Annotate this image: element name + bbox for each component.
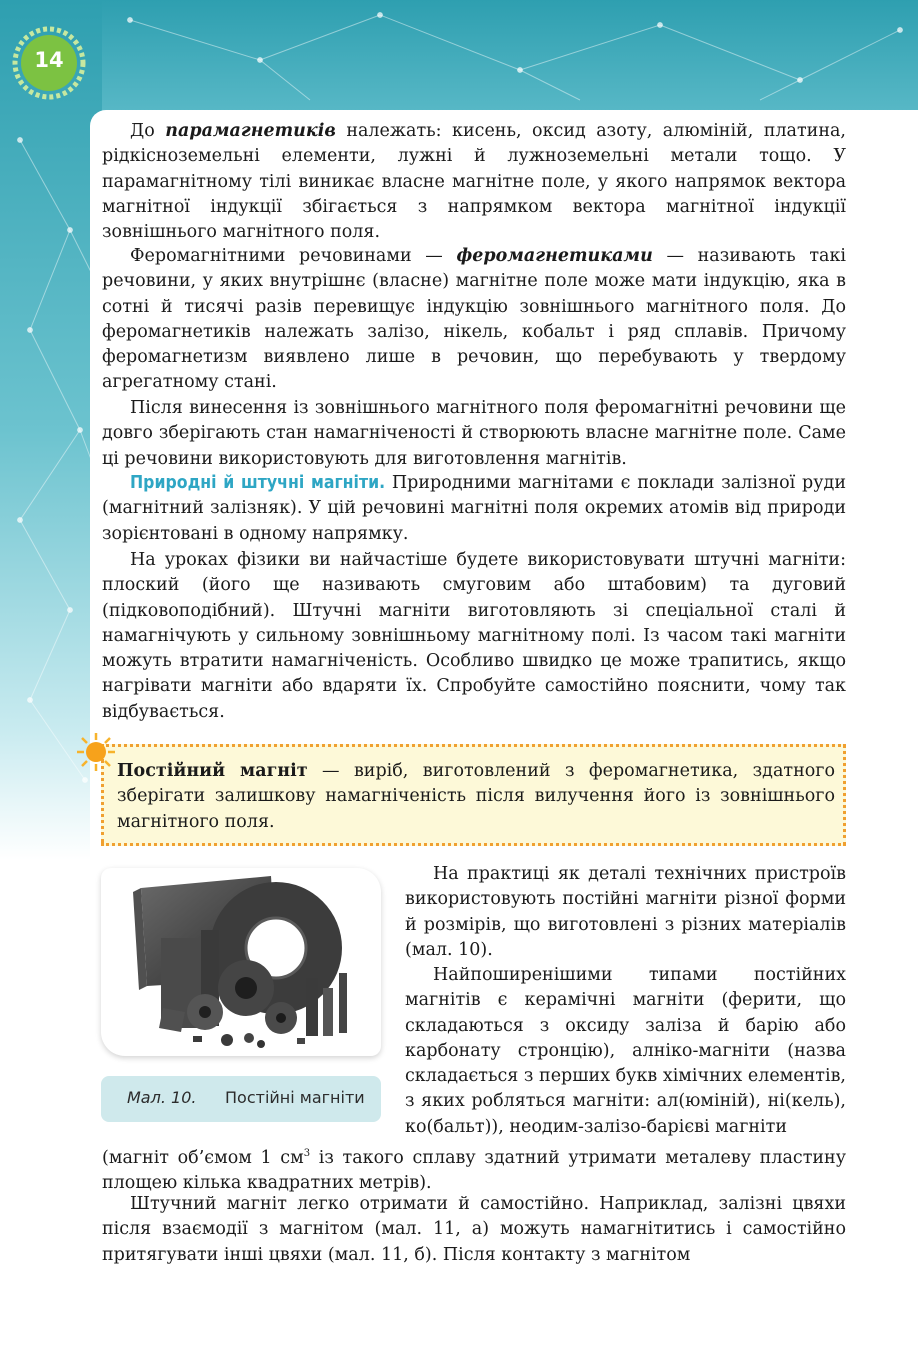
paragraph-magnet-types: Найпоширенішими типами постійних магнітів є керамічні магніти (ферити, що складаються з оксиду заліза й барію або карбонату стронцію), алніко-магніти (назва складається з перших букв хімічних елементів, з яких робляться магніти: ал(юміній), ні(кель), ко(бальт)), неодим-залізо-барієві магніти [405,965,846,1137]
text-run: — називають такі речовини, у яких внутрішнє (власне) магнітне поле може мати індукцію, яка в сотні й тисячі разів перевищує індукцію зовнішнього магнітного поля. До феромагнетиків належать залізо, нікель, кобальт і ряд сплавів. Причому феромагнетизм виявлено лише в речовин, що перебувають у твердому агрегатному стані. [102,246,847,393]
text-run: До [130,121,166,141]
paragraph-magnetization: Після винесення із зовнішнього магнітного поля феромагнітні речовини ще довго зберігають стан намагніченості й створюють власне магнітне поле. Саме ці речовини використовують для виготовлення магнітів. [102,398,846,469]
section-heading: Природні й штучні магніти. [130,473,386,493]
figure-caption [101,1076,381,1122]
definition-body: — виріб, виготовлений з феромагнетика, здатного зберігати залишкову намагніченість після вилучення його із зовнішнього магнітного поля. [117,761,835,832]
text-run: (магніт об’ємом 1 см [102,1147,304,1168]
text-run: Природними магнітами є поклади залізної руди (магнітний залізняк). У цій речовині магнітні поля окремих атомів від природи зорієнтовані в одному напрямку. [102,473,846,544]
text-run: Феромагнітними речовинами — [130,246,457,266]
definition-box [101,744,846,846]
term-paramagnetics: парамагнетиків [165,121,336,141]
text-run: із такого сплаву здатний утримати металеву пластину площею кілька квадратних метрів). [102,1147,846,1194]
figure-label: Мал. 10. [127,1088,197,1107]
magnets-photo [101,868,381,1056]
text-run: належать: кисень, оксид азоту, алюміній, платина, рідкісноземельні елементи, лужні й лужноземельні метали тощо. У парамагнітному тілі виникає власне магнітне поле, у якого напрямок вектора магнітної індукції збігається з напрямком вектора магнітної індукції зовнішнього магнітного поля. [102,121,846,243]
figure-caption-text: Постійні магніти [225,1088,365,1107]
page-number-badge [12,26,86,100]
sun-icon [76,732,116,772]
paragraph-artificial-magnet-nails: Штучний магніт легко отримати й самостійно. Наприклад, залізні цвяхи після взаємодії з магнітом (мал. 11, а) можуть намагнітитись і самостійно притягувати інші цвяхи (мал. 11, б). Після контакту з магнітом [102,1194,846,1265]
definition-text [117,759,835,835]
paragraph-natural-artificial [102,471,846,547]
magnets-illustration [101,868,381,1056]
page-number: 14 [34,48,64,72]
term-ferromagnetics: феромагнетиками [456,246,653,266]
paragraph-artificial-magnets: На уроках фізики ви найчастіше будете використовувати штучні магніти: плоский (його ще називають смуговим або штабовим) та дуговий (підковоподібний). Штучні магніти виготовляють зі спеціальної сталі й намагнічують у сильному зовнішньому магнітному полі. Із часом такі магніти можуть втратити намагніченість. Особливо швидко це може трапитись, якщо нагрівати магніти або вдаряти їх. Спробуйте самостійно пояснити, чому так відбувається. [102,550,846,722]
superscript: 3 [303,1148,311,1159]
paragraph-ferromagnetics [102,244,846,396]
definition-term: Постійний магніт [117,761,308,781]
paragraph-practice: На практиці як деталі технічних пристроїв використовують постійні магніти різної форми й розмірів, що виготовлені з різних матеріалів (мал. 10). [405,864,846,960]
paragraph-paramagnetics [102,119,846,245]
paragraph-continuation [102,1141,846,1196]
